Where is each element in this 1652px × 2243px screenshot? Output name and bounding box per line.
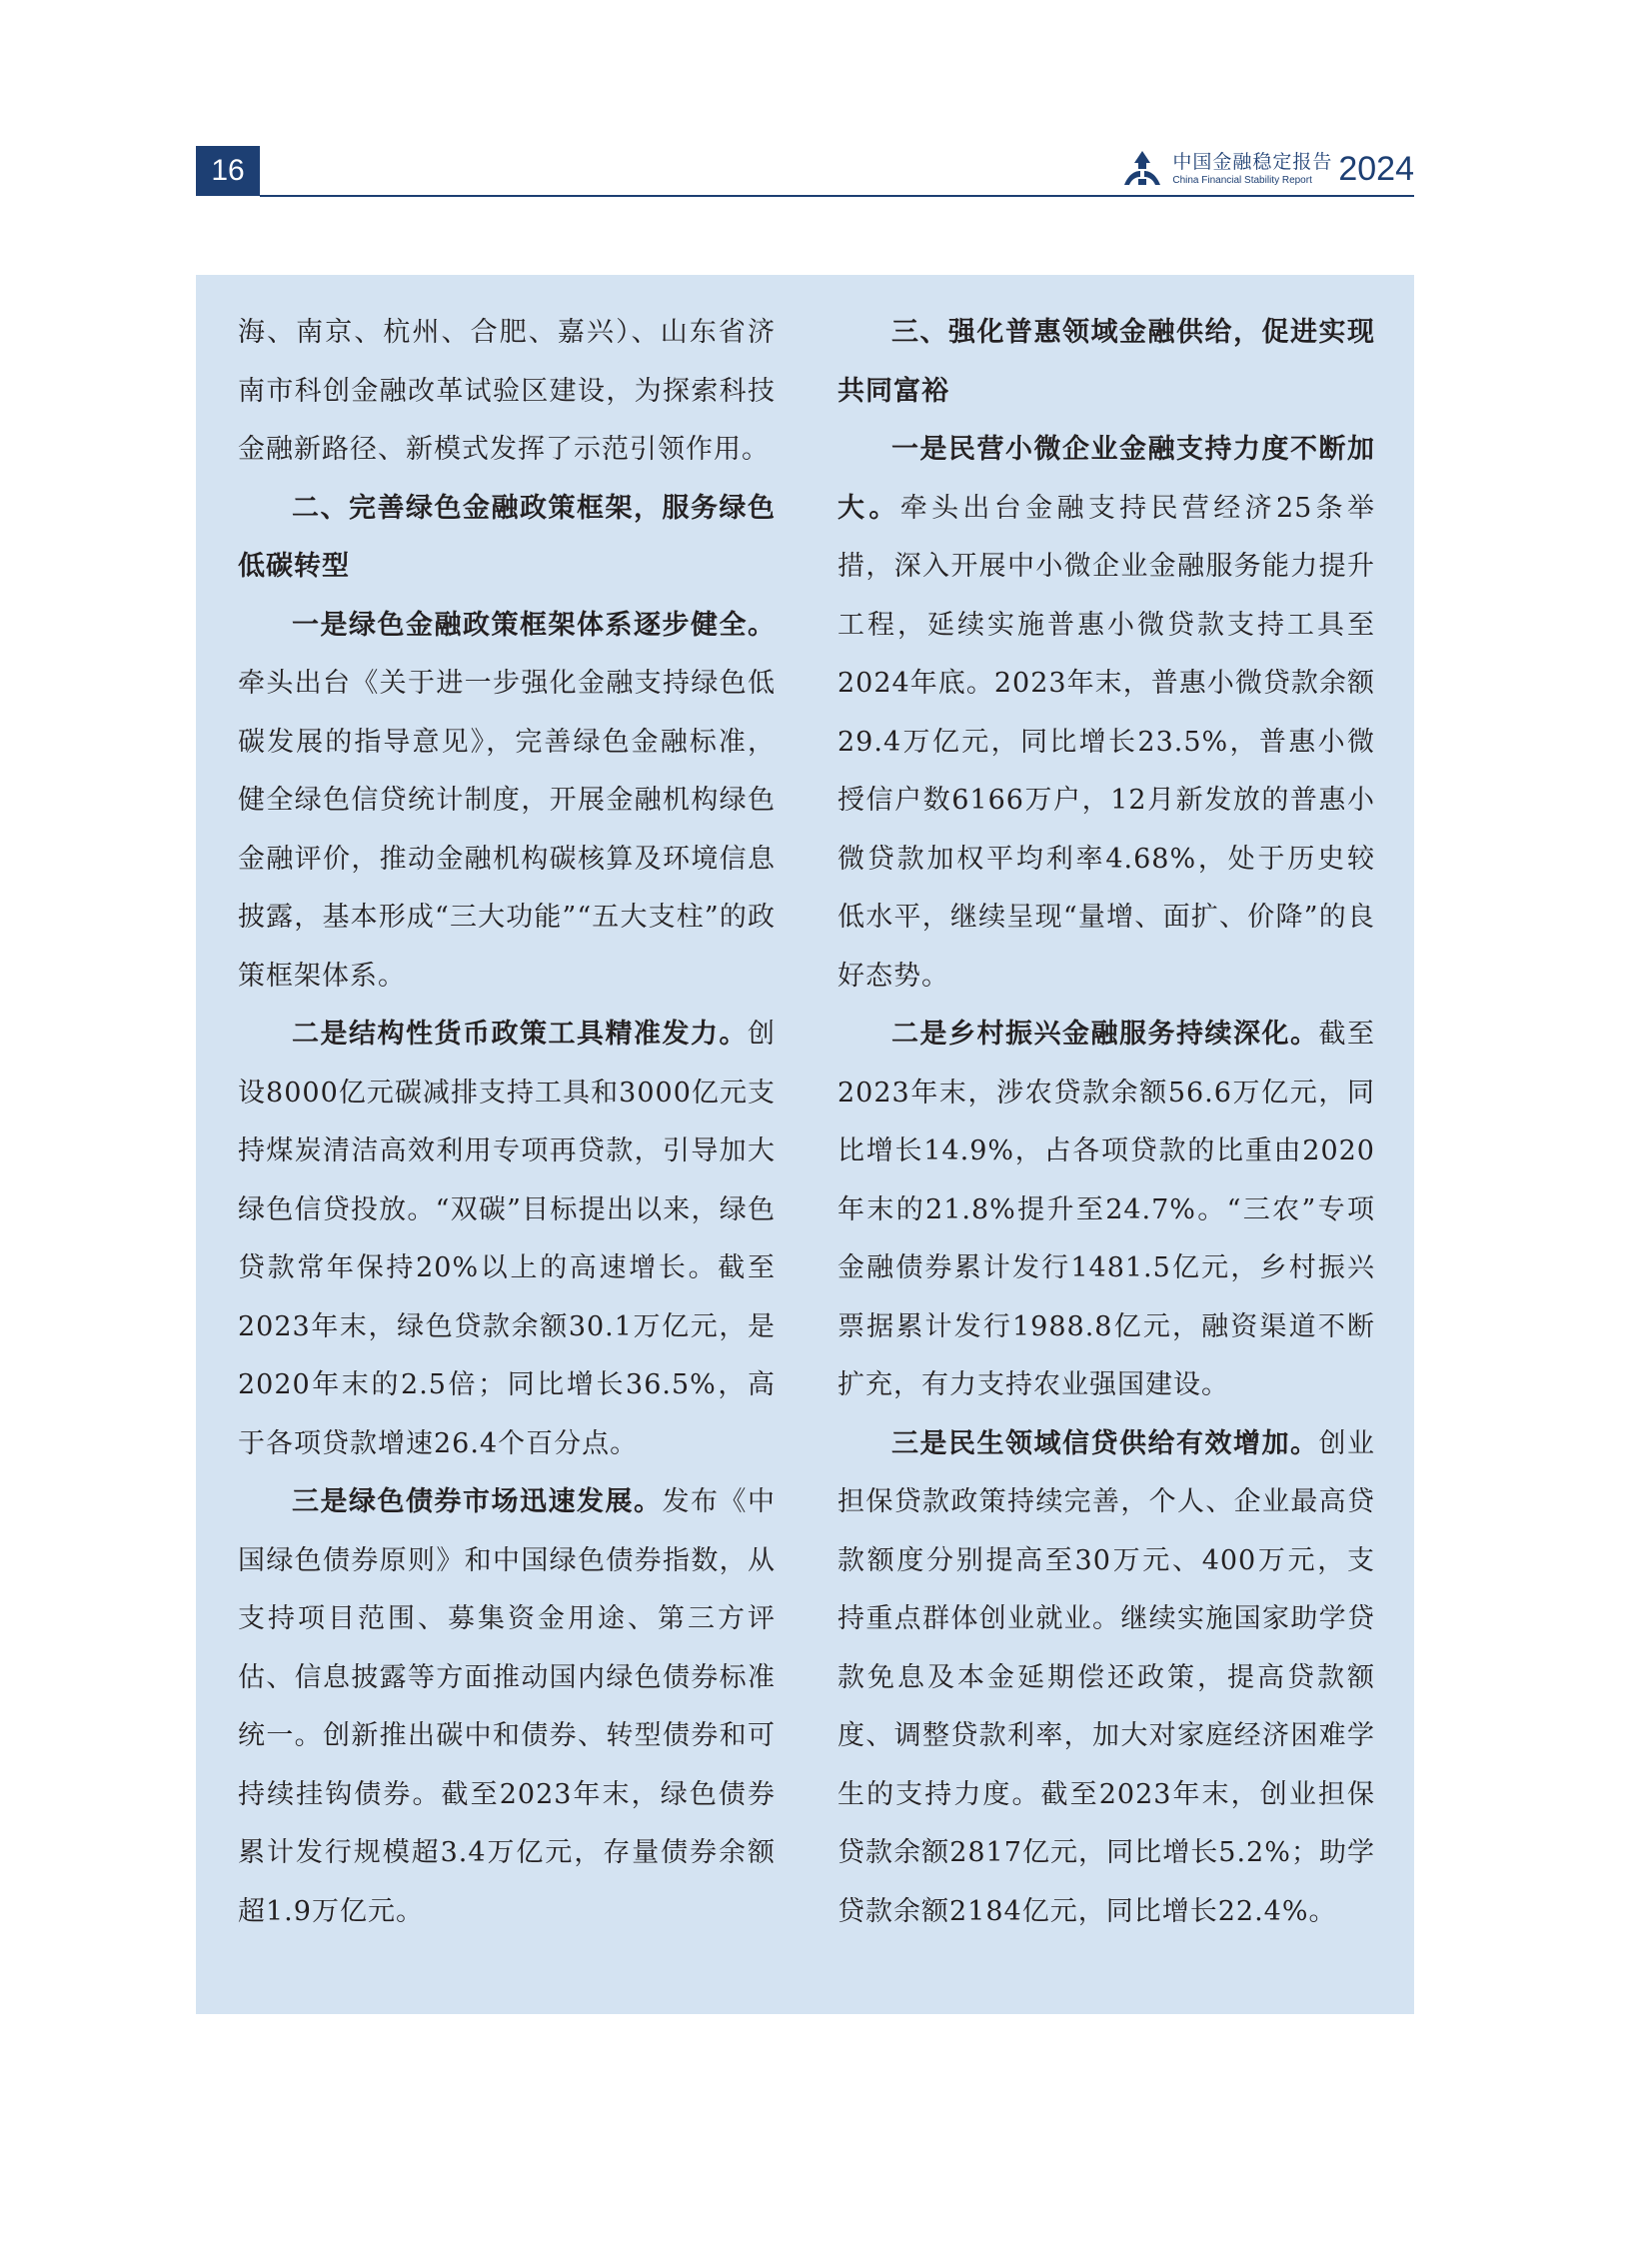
page-number: 16: [196, 146, 260, 196]
report-title-block: [1172, 152, 1332, 187]
paragraph: 海、南京、杭州、合肥、嘉兴）、山东省济南市科创金融改革试验区建设，为探索科技金融新路径、新模式发挥了示范引领作用。: [238, 317, 776, 465]
header-rule: [260, 195, 1414, 197]
lead-sentence: 一是绿色金融政策框架体系逐步健全。: [292, 609, 776, 641]
lead-sentence: 二是乡村振兴金融服务持续深化。: [891, 1019, 1319, 1050]
paragraph: [238, 1006, 776, 1473]
paragraph-body: 发布《中国绿色债券原则》和中国绿色债券指数，从支持项目范围、募集资金用途、第三方评估、信息披露等方面推动国内绿色债券标准统一。创新推出碳中和债券、转型债券和可持续挂钩债券。截至2023年末，绿色债券累计发行规模超3.4万亿元，存量债券余额超1.9万亿元。: [238, 1486, 776, 1927]
report-title-cn: 中国金融稳定报告: [1172, 151, 1333, 173]
paragraph-body: 创设8000亿元碳减排支持工具和3000亿元支持煤炭清洁高效利用专项再贷款，引导加大绿色信贷投放。“双碳”目标提出以来，绿色贷款常年保持20%以上的高速增长。截至2023年末，绿色贷款余额30.1万亿元，是2020年末的2.5倍；同比增长36.5%，高于各项贷款增速26.4个百分点。: [238, 1019, 776, 1459]
report-brand: [1120, 146, 1414, 192]
content-panel: [196, 275, 1414, 2014]
section-heading: 三、强化普惠领域金融供给，促进实现共同富裕: [837, 317, 1375, 407]
paragraph: [837, 1415, 1375, 1942]
paragraph-body: 牵头出台金融支持民营经济25条举措，深入开展中小微企业金融服务能力提升工程，延续实施普惠小微贷款支持工具至2024年底。2023年末，普惠小微贷款余额29.4万亿元，同比增长23.5%，普惠小微授信户数6166万户，12月新发放的普惠小微贷款加权平均利率4.68%，处于历史较低水平，继续呈现“量增、面扩、价降”的良好态势。: [837, 492, 1376, 992]
section-heading: 二、完善绿色金融政策框架，服务绿色低碳转型: [238, 492, 776, 582]
paragraph: [238, 1473, 776, 1941]
lead-sentence: 二是结构性货币政策工具精准发力。: [292, 1019, 748, 1050]
paragraph: [837, 1006, 1375, 1415]
right-column: [837, 304, 1375, 1941]
left-column: [238, 304, 776, 1941]
lead-sentence: 三是民生领域信贷供给有效增加。: [891, 1427, 1319, 1459]
paragraph: [837, 421, 1375, 1006]
paragraph-body: 创业担保贷款政策持续完善，个人、企业最高贷款额度分别提高至30万元、400万元，支持重点群体创业就业。继续实施国家助学贷款免息及本金延期偿还政策，提高贷款额度、调整贷款利率，加大对家庭经济困难学生的支持力度。截至2023年末，创业担保贷款余额2817亿元，同比增长5.2%；助学贷款余额2184亿元，同比增长22.4%。: [837, 1427, 1375, 1927]
paragraph-body: 牵头出台《关于进一步强化金融支持绿色低碳发展的指导意见》，完善绿色金融标准，健全绿色信贷统计制度，开展金融机构绿色金融评价，推动金融机构碳核算及环境信息披露，基本形成“三大功能”“五大支柱”的政策框架体系。: [238, 668, 776, 992]
report-year: 2024: [1338, 150, 1414, 188]
pbc-logo-icon: [1120, 149, 1164, 189]
report-title-en: China Financial Stability Report: [1172, 174, 1312, 186]
lead-sentence: 一是民营小微企业金融支持力度不断加大。: [837, 434, 1375, 524]
paragraph-body: 截至2023年末，涉农贷款余额56.6万亿元，同比增长14.9%，占各项贷款的比重由2020年末的21.8%提升至24.7%。“三农”专项金融债券累计发行1481.5亿元，乡村振兴票据累计发行1988.8亿元，融资渠道不断扩充，有力支持农业强国建设。: [837, 1019, 1375, 1400]
lead-sentence: 三是绿色债券市场迅速发展。: [292, 1486, 663, 1517]
paragraph: [238, 597, 776, 1007]
